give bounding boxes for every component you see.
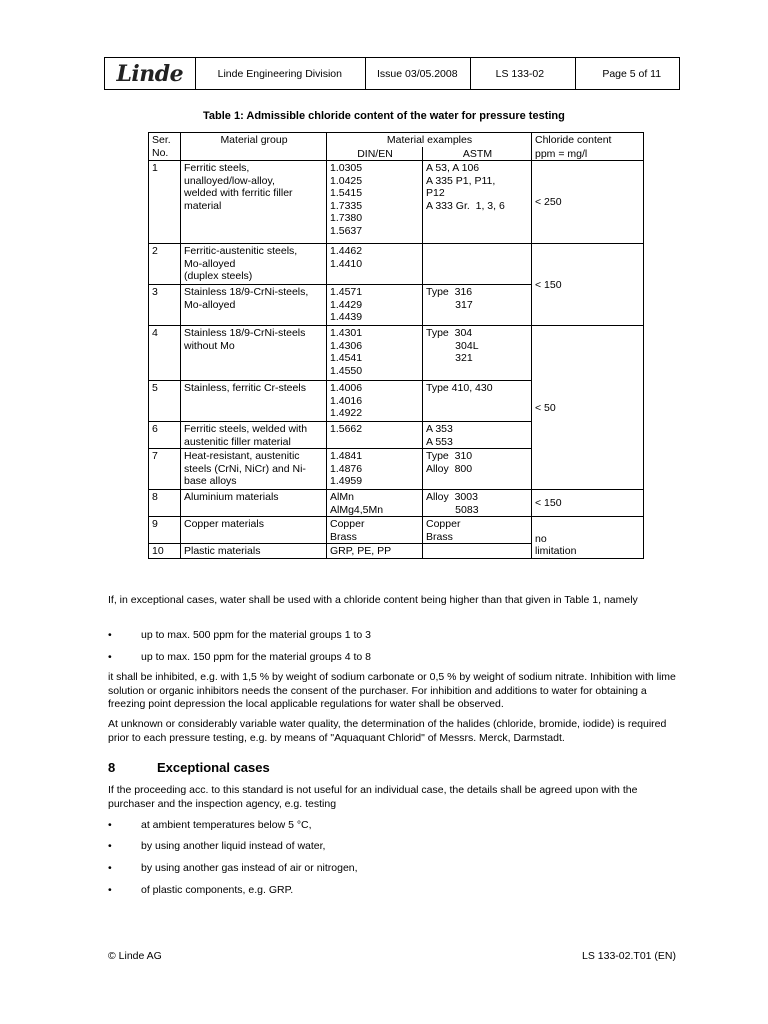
section-number: 8	[108, 760, 116, 775]
bullet-icon: •	[108, 862, 112, 874]
cell-ser: 4	[149, 326, 181, 381]
cell-group: Copper materials	[181, 517, 327, 544]
cell-chloride: < 150	[532, 490, 644, 517]
header-doc-number: LS 133-02	[471, 58, 577, 89]
cell-group: Ferritic steels, unalloyed/low-alloy, welded with ferritic filler material	[181, 161, 327, 244]
cell-chloride: < 150	[532, 244, 644, 326]
cell-astm: A 53, A 106 A 335 P1, P11, P12 A 333 Gr. 1, 3, 6	[423, 161, 532, 244]
chloride-table	[148, 132, 644, 559]
document-page: Linde Linde Engineering Division Issue 03/05.2008 LS 133-02 Page 5 of 11 Table 1: Admissible chloride content of the water for pressure testing Ser. No. Material group Material examples Chloride content DIN/EN ASTM ppm = mg/l 1 Ferritic steels, unalloyed/low-alloy, welded with ferritic filler material 1.0305 1.0425 1.5415 1.7335 1.7380 1.5637 A 53, A 106 A 335 P1, P11, P12 A 333 Gr. 1, 3, 6 < 250 2 Ferritic-austenitic steels, Mo-alloyed (duplex steels) 1.4462 1.4410 < 150 3 Stainless 18/9-CrNi-steels, Mo-alloyed 1.4571 1.4429 1.4439 Type 316 317 4 Stainless 18/9-CrNi-steels without Mo 1.4301 1.4306 1.4541 1.4550 Type 304 304L 321 < 50 5 Stainless, ferritic Cr-steels 1.4006 1.4016 1.4922 Type 410, 430 6 Ferritic steels, welded with austenitic filler material 1.5662 A 353 A 553 7 Heat-resistant, austenitic steels (CrNi, NiCr) and Ni- base alloys 1.4841 1.4876 1.4959 Type 310 Alloy 800 8 Aluminium materials AlMn AlMg4,5Mn Alloy 3003 5083 < 150 9 Copper materials Copper Brass Copper Brass no limitation 10 Plastic materials GRP, PE, PP If, in exceptional cases, water shall be used with a chloride content being higher than that given in Table 1, namely • up to max. 500 ppm for the material groups 1 to 3 • up to max. 150 ppm for the material groups 4 to 8 it shall be inhibited, e.g. with 1,5 % by weight of sodium carbonate or 0,5 % by weight of sodium nitrate. Inhibition with lime solution or organic inhibitors needs the consent of the purchaser. For inhibition and additions to water for obtaining a freezing point depression the local applicable regulations for water shall be observed. At unknown or considerably variable water quality, the determination of the halides (chloride, bromide, iodide) is required prior to each pressure testing, e.g. by means of "Aquaquant Chlorid" of Messrs. Merck, Darmstadt. 8 Exceptional cases If the proceeding acc. to this standard is not useful for an individual case, the details shall be agreed upon with the purchaser and the inspection agency, e.g. testing • at ambient temperatures below 5 °C, • by using another liquid instead of water, • by using another gas instead of air or nitrogen, • of plastic components, e.g. GRP. © Linde AG LS 133-02.T01 (EN)	[0, 0, 768, 1024]
footer-copyright: © Linde AG	[108, 950, 162, 962]
table-row	[149, 326, 644, 381]
cell-astm: Type 316 317	[423, 285, 532, 326]
bullet-icon: •	[108, 651, 112, 663]
table-caption: Table 1: Admissible chloride content of the water for pressure testing	[203, 110, 565, 122]
cell-group: Ferritic-austenitic steels, Mo-alloyed (duplex steels)	[181, 244, 327, 285]
page-header	[104, 57, 680, 90]
cell-group: Stainless 18/9-CrNi-steels, Mo-alloyed	[181, 285, 327, 326]
bullet-icon: •	[108, 819, 112, 831]
cell-group: Stainless, ferritic Cr-steels	[181, 381, 327, 422]
cell-chloride: < 50	[532, 326, 644, 490]
cell-din: 1.4462 1.4410	[327, 244, 423, 285]
cell-astm: Alloy 3003 5083	[423, 490, 532, 517]
cell-ser: 2	[149, 244, 181, 285]
cell-ser: 3	[149, 285, 181, 326]
cell-ser: 8	[149, 490, 181, 517]
cell-din: 1.5662	[327, 422, 423, 449]
cell-ser: 5	[149, 381, 181, 422]
header-material-examples: Material examples	[327, 133, 532, 147]
cell-astm: A 353 A 553	[423, 422, 532, 449]
cell-din: Copper Brass	[327, 517, 423, 544]
table-row	[149, 161, 644, 244]
cell-din: 1.0305 1.0425 1.5415 1.7335 1.7380 1.5637	[327, 161, 423, 244]
cell-din: GRP, PE, PP	[327, 544, 423, 559]
cell-din: 1.4006 1.4016 1.4922	[327, 381, 423, 422]
header-chloride-content: Chloride content	[532, 133, 644, 147]
paragraph-exceptional-chloride: If, in exceptional cases, water shall be used with a chloride content being higher than that given in Table 1, namely	[108, 594, 638, 606]
cell-group: Aluminium materials	[181, 490, 327, 517]
header-astm: ASTM	[423, 147, 532, 161]
footer-doc-id: LS 133-02.T01 (EN)	[582, 950, 676, 962]
header-page-number: Page 5 of 11	[602, 67, 662, 80]
bullet-icon: •	[108, 840, 112, 852]
cell-group: Ferritic steels, welded with austenitic filler material	[181, 422, 327, 449]
header-issue: Issue 03/05.2008	[366, 58, 471, 89]
paragraph-individual-case: If the proceeding acc. to this standard is not useful for an individual case, the details shall be agreed upon with the purchaser and the inspection agency, e.g. testing	[108, 784, 638, 810]
header-division: Linde Engineering Division	[196, 58, 366, 89]
cell-ser: 9	[149, 517, 181, 544]
cell-astm: Type 304 304L 321	[423, 326, 532, 381]
section-title: Exceptional cases	[157, 760, 270, 775]
cell-din: 1.4571 1.4429 1.4439	[327, 285, 423, 326]
cell-din: 1.4841 1.4876 1.4959	[327, 449, 423, 490]
table-row	[149, 517, 644, 544]
cell-din: AlMn AlMg4,5Mn	[327, 490, 423, 517]
cell-group: Plastic materials	[181, 544, 327, 559]
table-row	[149, 244, 644, 285]
section-heading	[108, 760, 270, 775]
paragraph-inhibition: it shall be inhibited, e.g. with 1,5 % by weight of sodium carbonate or 0,5 % by weight of sodium nitrate. Inhibition with lime solution or organic inhibitors needs the consent of the purchaser. For inhibition and additions to water for obtaining a freezing point depression the local applicable regulations for water shall be observed.	[108, 671, 676, 710]
cell-group: Stainless 18/9-CrNi-steels without Mo	[181, 326, 327, 381]
header-chloride-unit: ppm = mg/l	[532, 147, 644, 161]
cell-ser: 10	[149, 544, 181, 559]
table-row	[149, 490, 644, 517]
cell-astm	[423, 544, 532, 559]
cell-ser: 1	[149, 161, 181, 244]
bullet-icon: •	[108, 884, 112, 896]
cell-chloride: < 250	[532, 161, 644, 244]
linde-logo	[105, 58, 196, 89]
header-material-group: Material group	[181, 133, 327, 161]
cell-astm: Copper Brass	[423, 517, 532, 544]
cell-astm: Type 410, 430	[423, 381, 532, 422]
cell-astm	[423, 244, 532, 285]
paragraph-water-quality: At unknown or considerably variable water quality, the determination of the halides (chloride, bromide, iodide) is required prior to each pressure testing, e.g. by means of "Aquaquant Chlorid" of Messrs. Merck, Darmstadt.	[108, 718, 667, 744]
logo-text: Linde	[116, 60, 184, 87]
table-header-row	[149, 133, 644, 147]
header-ser-no: Ser. No.	[149, 133, 181, 161]
cell-chloride: no limitation	[532, 517, 644, 559]
cell-group: Heat-resistant, austenitic steels (CrNi, NiCr) and Ni- base alloys	[181, 449, 327, 490]
bullet-icon: •	[108, 629, 112, 641]
cell-ser: 6	[149, 422, 181, 449]
cell-ser: 7	[149, 449, 181, 490]
cell-din: 1.4301 1.4306 1.4541 1.4550	[327, 326, 423, 381]
header-din-en: DIN/EN	[327, 147, 423, 161]
cell-astm: Type 310 Alloy 800	[423, 449, 532, 490]
